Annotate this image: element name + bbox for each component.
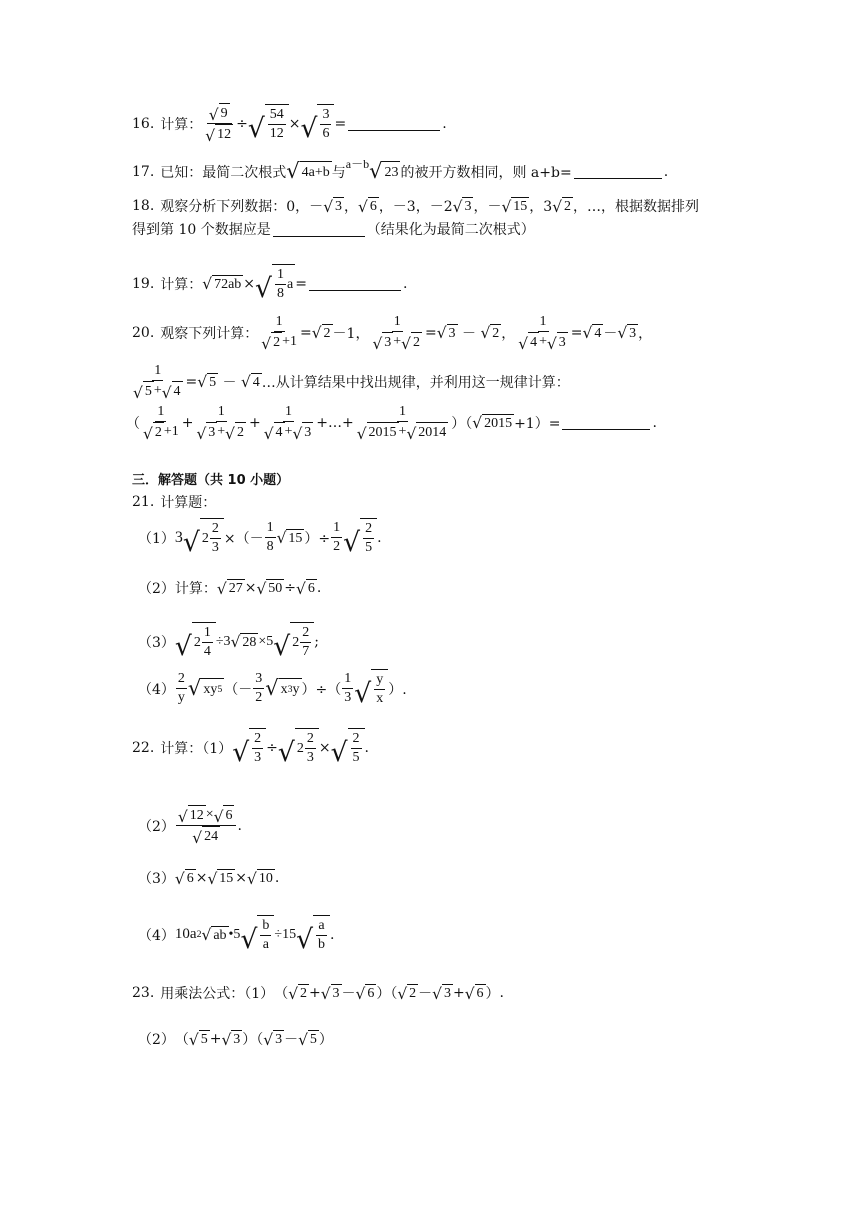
radical: √ a b [296, 915, 330, 954]
radical: √ 15 [501, 197, 528, 216]
question-20: 20. 观察下列计算： 1 √ 2 +1 = √ 2 －1， 1 √ 3 + √ 2 = √ 3 － √ 2 ， 1 √ 4 + √ 3 = √ 4 － √ 3 ， [132, 314, 653, 353]
fraction: 1 √ 2015 + √ 2014 [356, 404, 447, 443]
radical: √ 3 [221, 1030, 241, 1049]
radical: √ 2 [311, 324, 331, 343]
question-number: 22. [132, 739, 155, 756]
radical: √ 2 3 [232, 728, 266, 767]
answer-blank[interactable] [348, 116, 440, 131]
radical: √ 50 [256, 579, 283, 598]
radical: √ 2015 [472, 414, 513, 433]
radical: √ 1 8 a [255, 264, 295, 303]
question-number: 17. [132, 163, 155, 180]
question-20-line2: 1 √ 5 + √ 4 = √ 5 － √ 4 …从计算结果中找出规律，并利用这一规律计算： [133, 363, 570, 402]
fraction: √ 12 × √ 6 √ 24 [176, 805, 237, 846]
radical: √ 2 1 4 [175, 622, 216, 661]
radical: √ 5 [197, 373, 217, 392]
question-number: 16. [132, 115, 155, 132]
fraction: 1 √ 2 +1 [261, 314, 297, 353]
radical: √ 4a+b [286, 159, 330, 183]
radical: √ 10 [247, 869, 273, 888]
radical: √ 2 [480, 324, 500, 343]
radical: √ 2 2 7 [273, 622, 314, 661]
fraction: 1 √ 5 + √ 4 [133, 363, 181, 402]
radical: √ 2 [552, 197, 571, 216]
answer-blank[interactable] [562, 415, 650, 430]
radical: √ y x [354, 669, 388, 708]
answer-blank[interactable] [574, 164, 662, 179]
radical: √ 2 [397, 984, 417, 1003]
question-18: 18. 观察分析下列数据：0，－ √ 3 ， √ 6 ，－3，－2 √ 3 ，－ √ 15 ，3 √ 2 ，…，根据数据排列 [132, 197, 699, 216]
question-number: 18. [132, 198, 155, 214]
question-21-part2: （2） 计算： √ 27 × √ 50 ÷ √ 6 . [138, 579, 322, 598]
section-heading: 三．解答题（共 10 小题） [132, 473, 290, 488]
question-23-part2: （2） （ √ 5 + √ 3 ）（ √ 3 － √ 5 ） [138, 1030, 333, 1049]
question-22: 22. 计算：（1） √ 2 3 ÷ √ 2 2 3 × √ 2 5 . [132, 728, 369, 767]
radical: √ 2 5 [343, 518, 377, 557]
radical: √ 5 [298, 1030, 317, 1049]
fraction: 1 √ 4 + √ 3 [518, 314, 566, 353]
radical: √ 3 [436, 324, 456, 343]
radical: √ 5 [188, 1030, 208, 1049]
question-17: 17. 已知：最简二次根式 √ 4a+b 与 a－b √ 23 的被开方数相同，则 a+b= . [132, 157, 669, 183]
radical: √ 3 [323, 197, 342, 216]
answer-blank[interactable] [309, 276, 401, 291]
radical: √ 2 2 3 [278, 728, 319, 767]
question-21-part4: （4） 2 y √ xy 5 （－ 3 2 √ x 3 y ）÷（ 1 3 √ y x ）. [138, 671, 407, 710]
fraction: 1 √ 2 +1 [143, 404, 179, 443]
radical: √ 2 2 3 [183, 518, 224, 557]
radical: √ 6 [358, 197, 377, 216]
fraction: 1 √ 3 + √ 2 [196, 404, 244, 443]
radical: √ 3 [432, 984, 451, 1003]
question-23: 23. 用乘法公式：（1） （ √ 2 + √ 3 － √ 6 ）（ √ 2 － √ 3 + √ 6 ） . [132, 984, 504, 1003]
question-16: 16. 计算： √ 9 √ 12 ÷ √ 54 12 × √ 3 6 = . [132, 103, 447, 144]
fraction: √ 9 √ 12 [203, 103, 235, 144]
radical: √ 3 6 [301, 104, 335, 143]
question-22-part3: （3） √ 6 × √ 15 × √ 10 . [138, 869, 280, 888]
radical: √ 15 [276, 529, 303, 548]
fraction: 1 √ 3 + √ 2 [372, 314, 420, 353]
radical: √ 54 12 [248, 104, 289, 143]
radical: √ 23 [369, 159, 399, 183]
radical: √ 27 [216, 579, 243, 598]
root-index: a－b [345, 157, 370, 171]
question-20-line3: （ 1 √ 2 +1 + 1 √ 3 + √ 2 + 1 √ 4 + √ 3 +…+ 1 √ 2015 + √ 2014 ）（ √ 2015 +1）= . [126, 404, 657, 443]
question-22-part2: （2） √ 12 × √ 6 √ 24 . [138, 805, 242, 846]
radical: √ 3 [617, 324, 637, 343]
radical: √ 4 [240, 373, 260, 392]
radical: √ 2 5 [331, 728, 365, 767]
radical: √ 3 [320, 984, 340, 1003]
radical: √ 2 [288, 984, 307, 1003]
radical: √ 3 [263, 1030, 283, 1049]
radical: √ 6 [174, 869, 194, 888]
question-21-part1: （1） 3 √ 2 2 3 ×（－ 1 8 √ 15 ）÷ $\frac{1}{2}$ √ 2 5 . [138, 520, 382, 559]
answer-blank[interactable] [273, 222, 365, 237]
radical: √ 3 [452, 197, 472, 216]
question-22-part4: （4） 10a 2 √ ab •5 √ b a ÷15 √ a b . [138, 915, 334, 954]
radical: √ 28 [230, 633, 257, 652]
radical: √ 6 [296, 579, 315, 598]
radical: √ 15 [207, 869, 234, 888]
question-number: 19. [132, 275, 155, 292]
radical: √ 6 [355, 984, 375, 1003]
radical: √ 4 [582, 324, 602, 343]
radical: √ b a [240, 915, 274, 954]
question-number: 20. [132, 324, 155, 341]
radical: √ 72ab [202, 275, 242, 294]
question-21-part3: （3） √ 2 1 4 ÷3 √ 28 ×5 √ 2 2 7 ; [138, 622, 319, 661]
radical: √ ab [201, 926, 227, 945]
fraction: 1 √ 4 + √ 3 [263, 404, 312, 443]
question-number: 21. [132, 494, 155, 510]
question-18-line2: 得到第 10 个数据应是 （结果化为最简二次根式） [132, 222, 535, 238]
question-21: 21. 计算题： [132, 494, 217, 511]
radical: √ 6 [464, 984, 484, 1003]
question-number: 23. [132, 985, 155, 1001]
question-19: 19. 计算： √ 72ab × √ 1 8 a = . [132, 264, 407, 303]
radical: √ x 3 y [265, 676, 300, 700]
radical: √ xy 5 [187, 676, 223, 700]
